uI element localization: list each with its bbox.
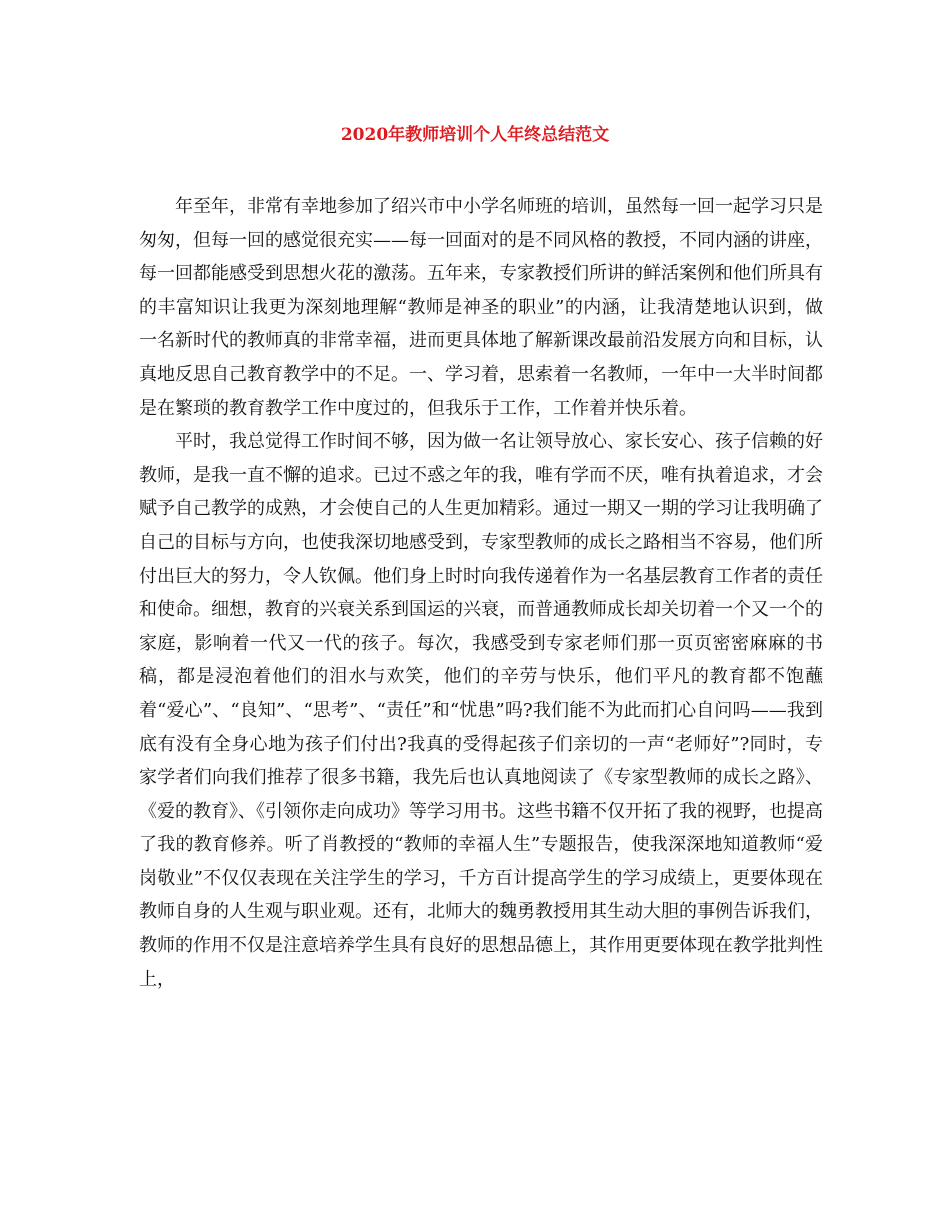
- document-body: [139, 190, 823, 996]
- paragraph-1: 年至年，非常有幸地参加了绍兴市中小学名师班的培训，虽然每一回一起学习只是匆匆，但每一回的感觉很充实——每一回面对的是不同风格的教授，不同内涵的讲座，每一回都能感受到思想火花的激荡。五年来，专家教授们所讲的鲜活案例和他们所具有的丰富知识让我更为深刻地理解“教师是神圣的职业”的内涵，让我清楚地认识到，做一名新时代的教师真的非常幸福，进而更具体地了解新课改最前沿发展方向和目标，认真地反思自己教育教学中的不足。一、学习着，思索着一名教师，一年中一大半时间都是在繁琐的教育教学工作中度过的，但我乐于工作，工作着并快乐着。: [139, 196, 823, 419]
- document-title: 2020年教师培训个人年终总结范文: [340, 125, 610, 145]
- paragraph-2: 平时，我总觉得工作时间不够，因为做一名让领导放心、家长安心、孩子信赖的好教师，是我一直不懈的追求。已过不惑之年的我，唯有学而不厌，唯有执着追求，才会赋予自己教学的成熟，才会使自己的人生更加精彩。通过一期又一期的学习让我明确了自己的目标与方向，也使我深切地感受到，专家型教师的成长之路相当不容易，他们所付出巨大的努力，令人钦佩。他们身上时时向我传递着作为一名基层教育工作者的责任和使命。细想，教育的兴衰关系到国运的兴衰，而普通教师成长却关切着一个又一个的家庭，影响着一代又一代的孩子。每次，我感受到专家老师们那一页页密密麻麻的书稿，都是浸泡着他们的泪水与欢笑，他们的辛劳与快乐，他们平凡的教育都不饱蘸着“爱心”、“良知”、“思考”、“责任”和“忧患”吗?我们能不为此而扪心自问吗——我到底有没有全身心地为孩子们付出?我真的受得起孩子们亲切的一声“老师好”?同时，专家学者们向我们推荐了很多书籍，我先后也认真地阅读了《专家型教师的成长之路》、《爱的教育》、《引领你走向成功》等学习用书。这些书籍不仅开拓了我的视野，也提高了我的教育修养。听了肖教授的“教师的幸福人生”专题报告，使我深深地知道教师“爱岗敬业”不仅仅表现在关注学生的学习，千方百计提高学生的学习成绩上，更要体现在教师自身的人生观与职业观。还有，北师大的魏勇教授用其生动大胆的事例告诉我们，教师的作用不仅是注意培养学生具有良好的思想品德上，其作用更要体现在教学批判性上，: [139, 431, 823, 990]
